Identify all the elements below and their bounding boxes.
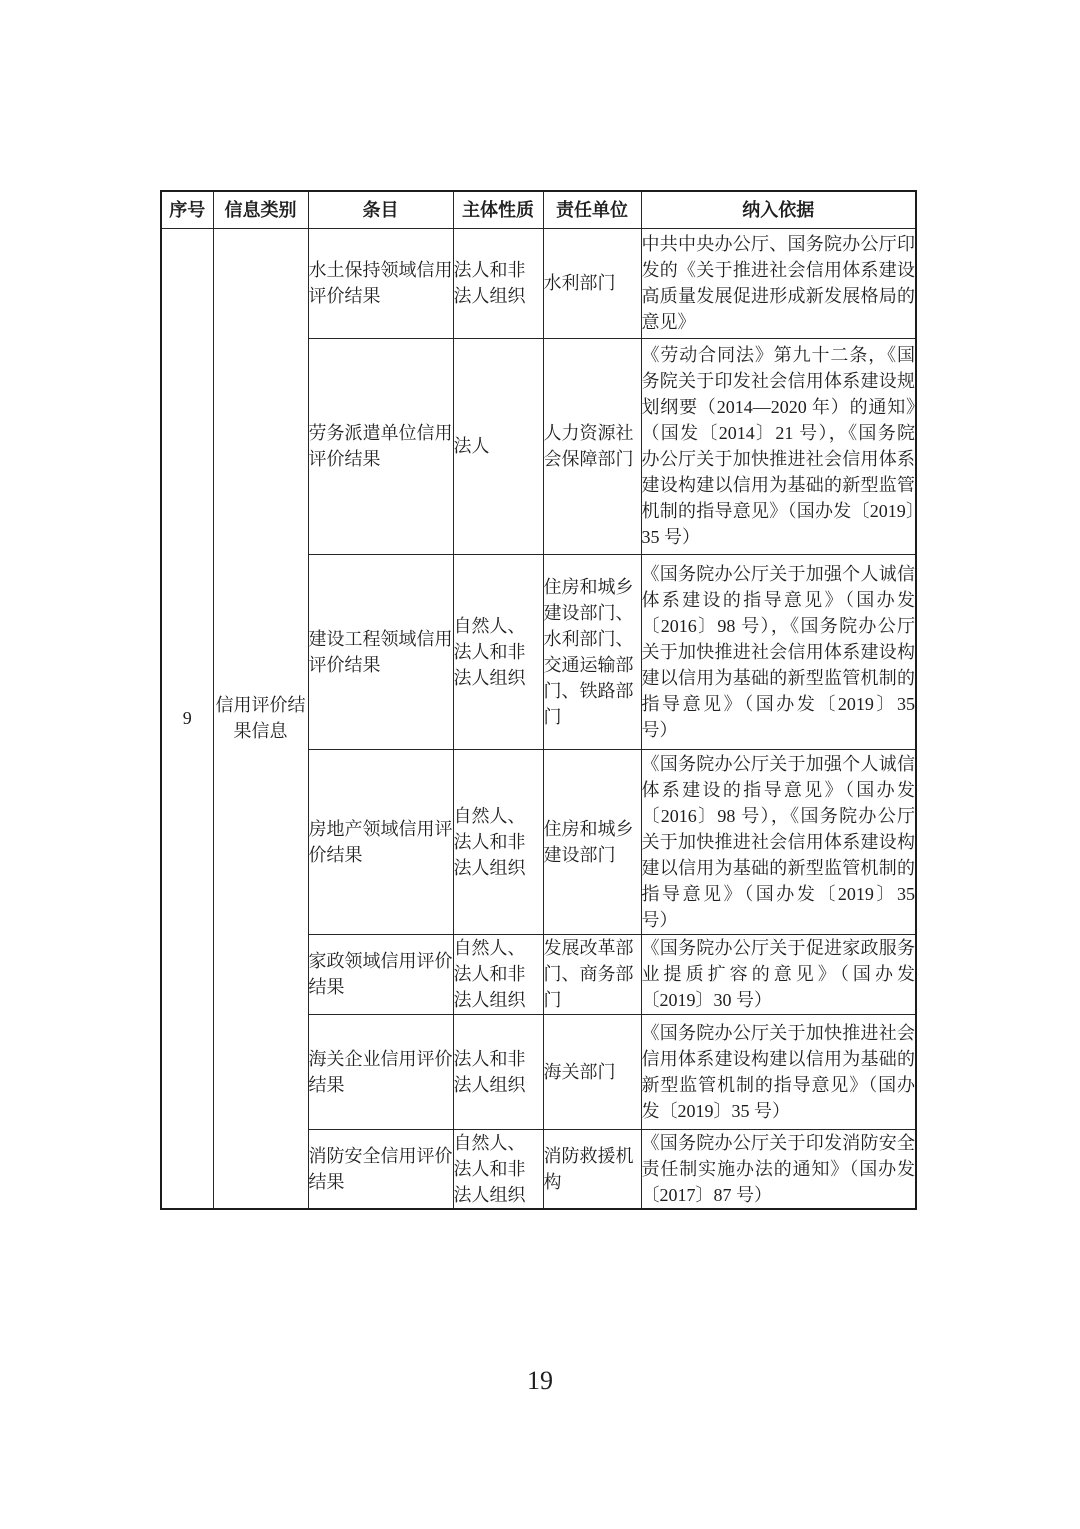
subject-cell: 自然人、法人和非法人组织	[453, 934, 543, 1014]
table-row	[161, 228, 916, 338]
unit-cell: 住房和城乡建设部门、水利部门、交通运输部门、铁路部门	[543, 554, 641, 749]
subject-cell: 自然人、法人和非法人组织	[453, 1129, 543, 1209]
page-number: 19	[527, 1366, 553, 1395]
basis-cell: 《国务院办公厅关于加强个人诚信体系建设的指导意见》（国办发〔2016〕98 号），《国务院办公厅关于加快推进社会信用体系建设构建以信用为基础的新型监管机制的指导意见》（国办发〔2019〕35 号）	[641, 749, 916, 934]
subject-cell: 自然人、法人和非法人组织	[453, 554, 543, 749]
header-serial: 序号	[161, 191, 213, 228]
basis-cell: 《劳动合同法》第九十二条，《国务院关于印发社会信用体系建设规划纲要（2014—2020 年）的通知》（国发〔2014〕21 号），《国务院办公厅关于加快推进社会信用体系建设构建以信用为基础的新型监管机制的指导意见》（国办发〔2019〕35 号）	[641, 338, 916, 554]
header-basis: 纳入依据	[641, 191, 916, 228]
header-entry: 条目	[308, 191, 453, 228]
category-cell: 信用评价结果信息	[213, 228, 308, 1209]
subject-cell: 法人和非法人组织	[453, 1014, 543, 1129]
basis-cell: 中共中央办公厅、国务院办公厅印发的《关于推进社会信用体系建设高质量发展促进形成新发展格局的意见》	[641, 228, 916, 338]
unit-cell: 发展改革部门、商务部门	[543, 934, 641, 1014]
subject-cell: 法人	[453, 338, 543, 554]
entry-cell: 水土保持领域信用评价结果	[308, 228, 453, 338]
credit-info-table	[160, 190, 917, 1210]
header-category: 信息类别	[213, 191, 308, 228]
subject-cell: 法人和非法人组织	[453, 228, 543, 338]
unit-cell: 住房和城乡建设部门	[543, 749, 641, 934]
subject-cell: 自然人、法人和非法人组织	[453, 749, 543, 934]
unit-cell: 人力资源社会保障部门	[543, 338, 641, 554]
basis-cell: 《国务院办公厅关于加强个人诚信体系建设的指导意见》（国办发〔2016〕98 号），《国务院办公厅关于加快推进社会信用体系建设构建以信用为基础的新型监管机制的指导意见》（国办发〔2019〕35 号）	[641, 554, 916, 749]
entry-cell: 消防安全信用评价结果	[308, 1129, 453, 1209]
basis-cell: 《国务院办公厅关于印发消防安全责任制实施办法的通知》（国办发〔2017〕87 号）	[641, 1129, 916, 1209]
basis-cell: 《国务院办公厅关于加快推进社会信用体系建设构建以信用为基础的新型监管机制的指导意见》（国办发〔2019〕35 号）	[641, 1014, 916, 1129]
entry-cell: 家政领域信用评价结果	[308, 934, 453, 1014]
entry-cell: 劳务派遣单位信用评价结果	[308, 338, 453, 554]
unit-cell: 水利部门	[543, 228, 641, 338]
serial-number-cell: 9	[161, 228, 213, 1209]
header-subject: 主体性质	[453, 191, 543, 228]
entry-cell: 房地产领域信用评价结果	[308, 749, 453, 934]
unit-cell: 消防救援机构	[543, 1129, 641, 1209]
basis-cell: 《国务院办公厅关于促进家政服务业提质扩容的意见》（国办发〔2019〕30 号）	[641, 934, 916, 1014]
unit-cell: 海关部门	[543, 1014, 641, 1129]
header-unit: 责任单位	[543, 191, 641, 228]
header-row	[161, 191, 916, 228]
entry-cell: 海关企业信用评价结果	[308, 1014, 453, 1129]
entry-cell: 建设工程领域信用评价结果	[308, 554, 453, 749]
